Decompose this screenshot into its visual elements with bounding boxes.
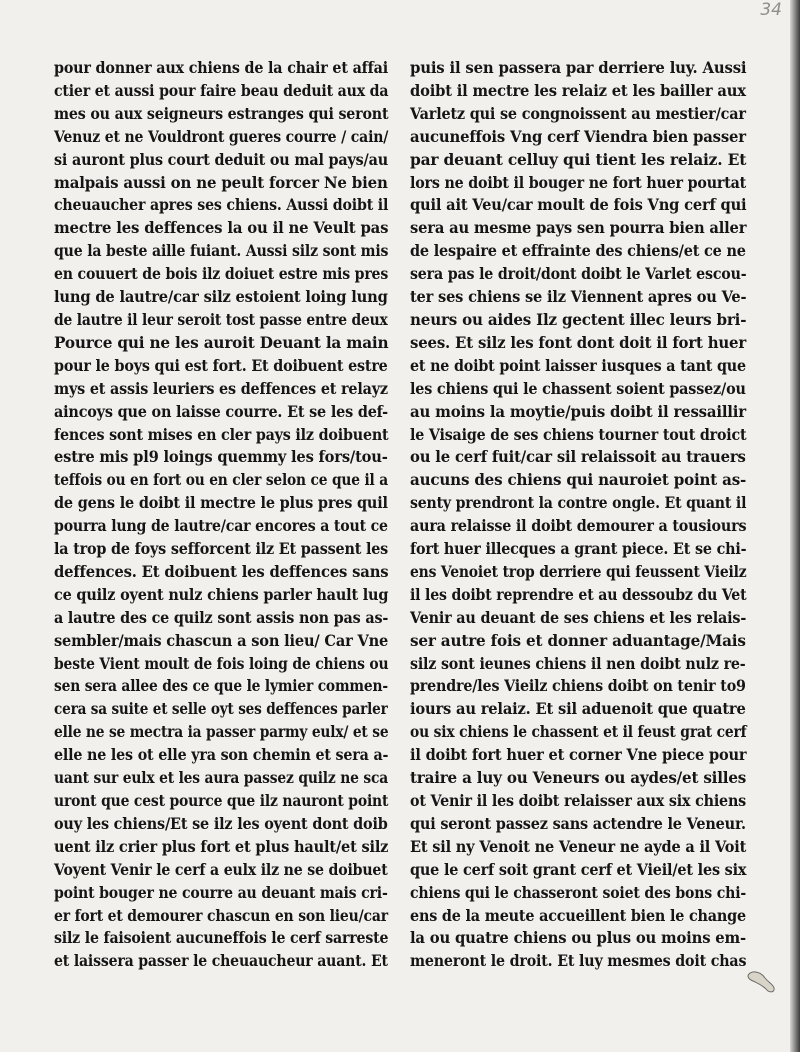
text-line: ens de la meute accueillent bien le change <box>410 905 746 925</box>
text-line: mes ou aux seigneurs estranges qui seront <box>54 103 389 123</box>
text-line: aincoys que on laisse courre. Et se les def- <box>54 401 388 421</box>
text-line: Voyent Venir le cerf a eulx ilz ne se doibuet <box>54 859 388 879</box>
text-line: aucuneffois Vng cerf Viendra bien passer <box>410 126 746 146</box>
text-line: et laissera passer le cheuaucheur auant. Et <box>54 951 388 971</box>
text-line: pour le boys qui est fort. Et doibuent estre <box>54 355 388 375</box>
text-line: la ou quatre chiens ou plus ou moins em- <box>410 928 746 948</box>
text-line: aura relaisse il doibt demourer a tousiours <box>410 516 747 536</box>
text-line: au moins la moytie/puis doibt il ressaillir <box>410 401 746 421</box>
page-edge-shadow <box>790 0 800 1052</box>
text-line: la trop de foys sefforcent ilz Et passent les <box>54 539 389 559</box>
text-line: qui seront passez sans actendre le Veneur. <box>410 813 746 833</box>
text-line: teffois ou en fort ou en cler selon ce que il a <box>54 470 388 490</box>
text-line: point bouger ne courre au deuant mais cri- <box>54 882 388 902</box>
text-line: Varletz qui se congnoissent au mestier/car <box>410 103 746 123</box>
text-line: Et sil ny Venoit ne Veneur ne ayde a il Voit <box>410 836 747 856</box>
text-line: silz le faisoient aucuneffois le cerf sarreste <box>54 928 389 948</box>
text-line: les chiens qui le chassent soient passez/ou <box>410 378 746 398</box>
text-line: uront que cest pource que ilz nauront point <box>54 791 389 810</box>
text-line: fences sont mises en cler pays ilz doibuent <box>54 424 389 444</box>
text-line: il les doibt reprendre et au dessoubz du Vet <box>410 584 747 604</box>
text-line: ctier et aussi pour faire beau deduit aux da <box>54 80 389 100</box>
folio-number: 34 <box>760 0 782 20</box>
text-line: neurs ou aides Ilz gectent illec leurs bri- <box>410 309 747 329</box>
text-line: uant sur eulx et les aura passez quilz ne sca <box>54 768 389 788</box>
text-line: ter ses chiens se ilz Viennent apres ou Ve- <box>410 287 747 307</box>
text-line: aucuns des chiens qui nauroiet point as- <box>410 470 747 490</box>
text-line: sen sera allee des ce que le lymier commen- <box>54 676 388 696</box>
text-line: quil ait Veu/car moult de fois Vng cerf qui <box>410 195 747 215</box>
text-line: iours au relaiz. Et sil aduenoit que quatre <box>410 699 746 719</box>
text-line: puis il sen passera par derriere luy. Aussi <box>410 58 747 77</box>
text-line: ser autre fois et donner aduantage/Mais <box>410 630 746 650</box>
text-line: beste Vient moult de fois loing de chiens ou <box>54 653 389 673</box>
text-line: mys et assis leuriers es deffences et relayz <box>54 378 388 398</box>
text-line: ce quilz oyent nulz chiens parler hault lug <box>54 584 389 604</box>
text-line: de lespaire et effrainte des chiens/et ce ne <box>410 241 746 261</box>
text-line: le Visaige de ses chiens tourner tout droict <box>410 424 747 444</box>
text-line: que la beste aille fuiant. Aussi silz sont mis <box>54 241 389 261</box>
text-line: er fort et demourer chascun en son lieu/car <box>54 905 388 925</box>
text-line: prendre/les Vieilz chiens doibt on tenir to9 <box>410 676 746 696</box>
text-line: Venir au deuant de ses chiens et les relais- <box>410 607 747 627</box>
text-line: Venuz et ne Vouldront gueres courre / cain/ <box>54 126 389 146</box>
text-line: pour donner aux chiens de la chair et affai <box>54 58 388 77</box>
text-column-right <box>410 57 746 973</box>
text-line: de gens le doibt il mectre le plus pres quil <box>54 493 388 513</box>
text-line: fort huer illecques a grant piece. Et se chi- <box>410 539 747 559</box>
text-line: elle ne se mectra ia passer parmy eulx/ et se <box>54 722 389 742</box>
text-line: lors ne doibt il bouger ne fort huer pourtat <box>410 172 747 192</box>
text-line: de lautre il leur seroit tost passe entre deux <box>54 309 388 329</box>
text-line: uent ilz crier plus fort et plus hault/et silz <box>54 836 389 856</box>
text-line: ot Venir il les doibt relaisser aux six chiens <box>410 791 747 810</box>
text-line: lung de lautre/car silz estoient loing lung <box>54 287 388 307</box>
text-line: il doibt fort huer et corner Vne piece pour <box>410 745 747 765</box>
text-line: par deuant celluy qui tient les relaiz. Et <box>410 149 747 169</box>
text-line: senty prendront la contre ongle. Et quant il <box>410 493 747 513</box>
text-line: ouy les chiens/Et se ilz les oyent dont doib <box>54 813 388 833</box>
ink-blot-mark <box>747 968 777 994</box>
text-line: chiens qui le chasseront soiet des bons chi- <box>410 882 747 902</box>
text-line: cheuaucher apres ses chiens. Aussi doibt il <box>54 195 389 215</box>
text-line: Pource qui ne les auroit Deuant la main <box>54 332 389 352</box>
text-line: ens Venoiet trop derriere qui feussent Vieilz <box>410 561 747 581</box>
text-line: et ne doibt point laisser iusques a tant que <box>410 355 746 375</box>
text-line: meneront le droit. Et luy mesmes doit chas <box>410 951 747 971</box>
text-line: que le cerf soit grant cerf et Vieil/et les six <box>410 859 747 879</box>
text-line: ou six chiens le chassent et il feust grat cerf <box>410 722 747 742</box>
text-line: traire a luy ou Veneurs ou aydes/et silles <box>410 768 747 788</box>
text-line: elle ne les ot elle yra son chemin et sera a- <box>54 745 389 765</box>
text-line: doibt il mectre les relaiz et les bailler aux <box>410 80 746 100</box>
text-line: sees. Et silz les font dont doit il fort huer <box>410 332 747 352</box>
text-line: sera au mesme pays sen pourra bien aller <box>410 218 747 238</box>
text-line: en couuert de bois ilz doiuet estre mis pres <box>54 264 389 284</box>
text-line: a lautre des ce quilz sont assis non pas as- <box>54 607 389 627</box>
text-line: silz sont ieunes chiens il nen doibt nulz re- <box>410 653 746 673</box>
text-line: pourra lung de lautre/car encores a tout ce <box>54 516 388 536</box>
text-line: si auront plus court deduit ou mal pays/au <box>54 149 388 169</box>
text-line: mectre les deffences la ou il ne Veult pas <box>54 218 389 238</box>
text-line: estre mis pl9 loings quemmy les fors/tou- <box>54 447 388 467</box>
text-line: ou le cerf fuit/car sil relaissoit au trauers <box>410 447 746 467</box>
text-column-left <box>54 57 388 973</box>
text-line: malpais aussi on ne peult forcer Ne bien <box>54 172 388 192</box>
text-line: sera pas le droit/dont doibt le Varlet escou- <box>410 264 747 284</box>
text-line: deffences. Et doibuent les deffences sans <box>54 561 389 581</box>
text-line: cera sa suite et selle oyt ses deffences parler <box>54 699 388 719</box>
text-line: sembler/mais chascun a son lieu/ Car Vne <box>54 630 389 650</box>
